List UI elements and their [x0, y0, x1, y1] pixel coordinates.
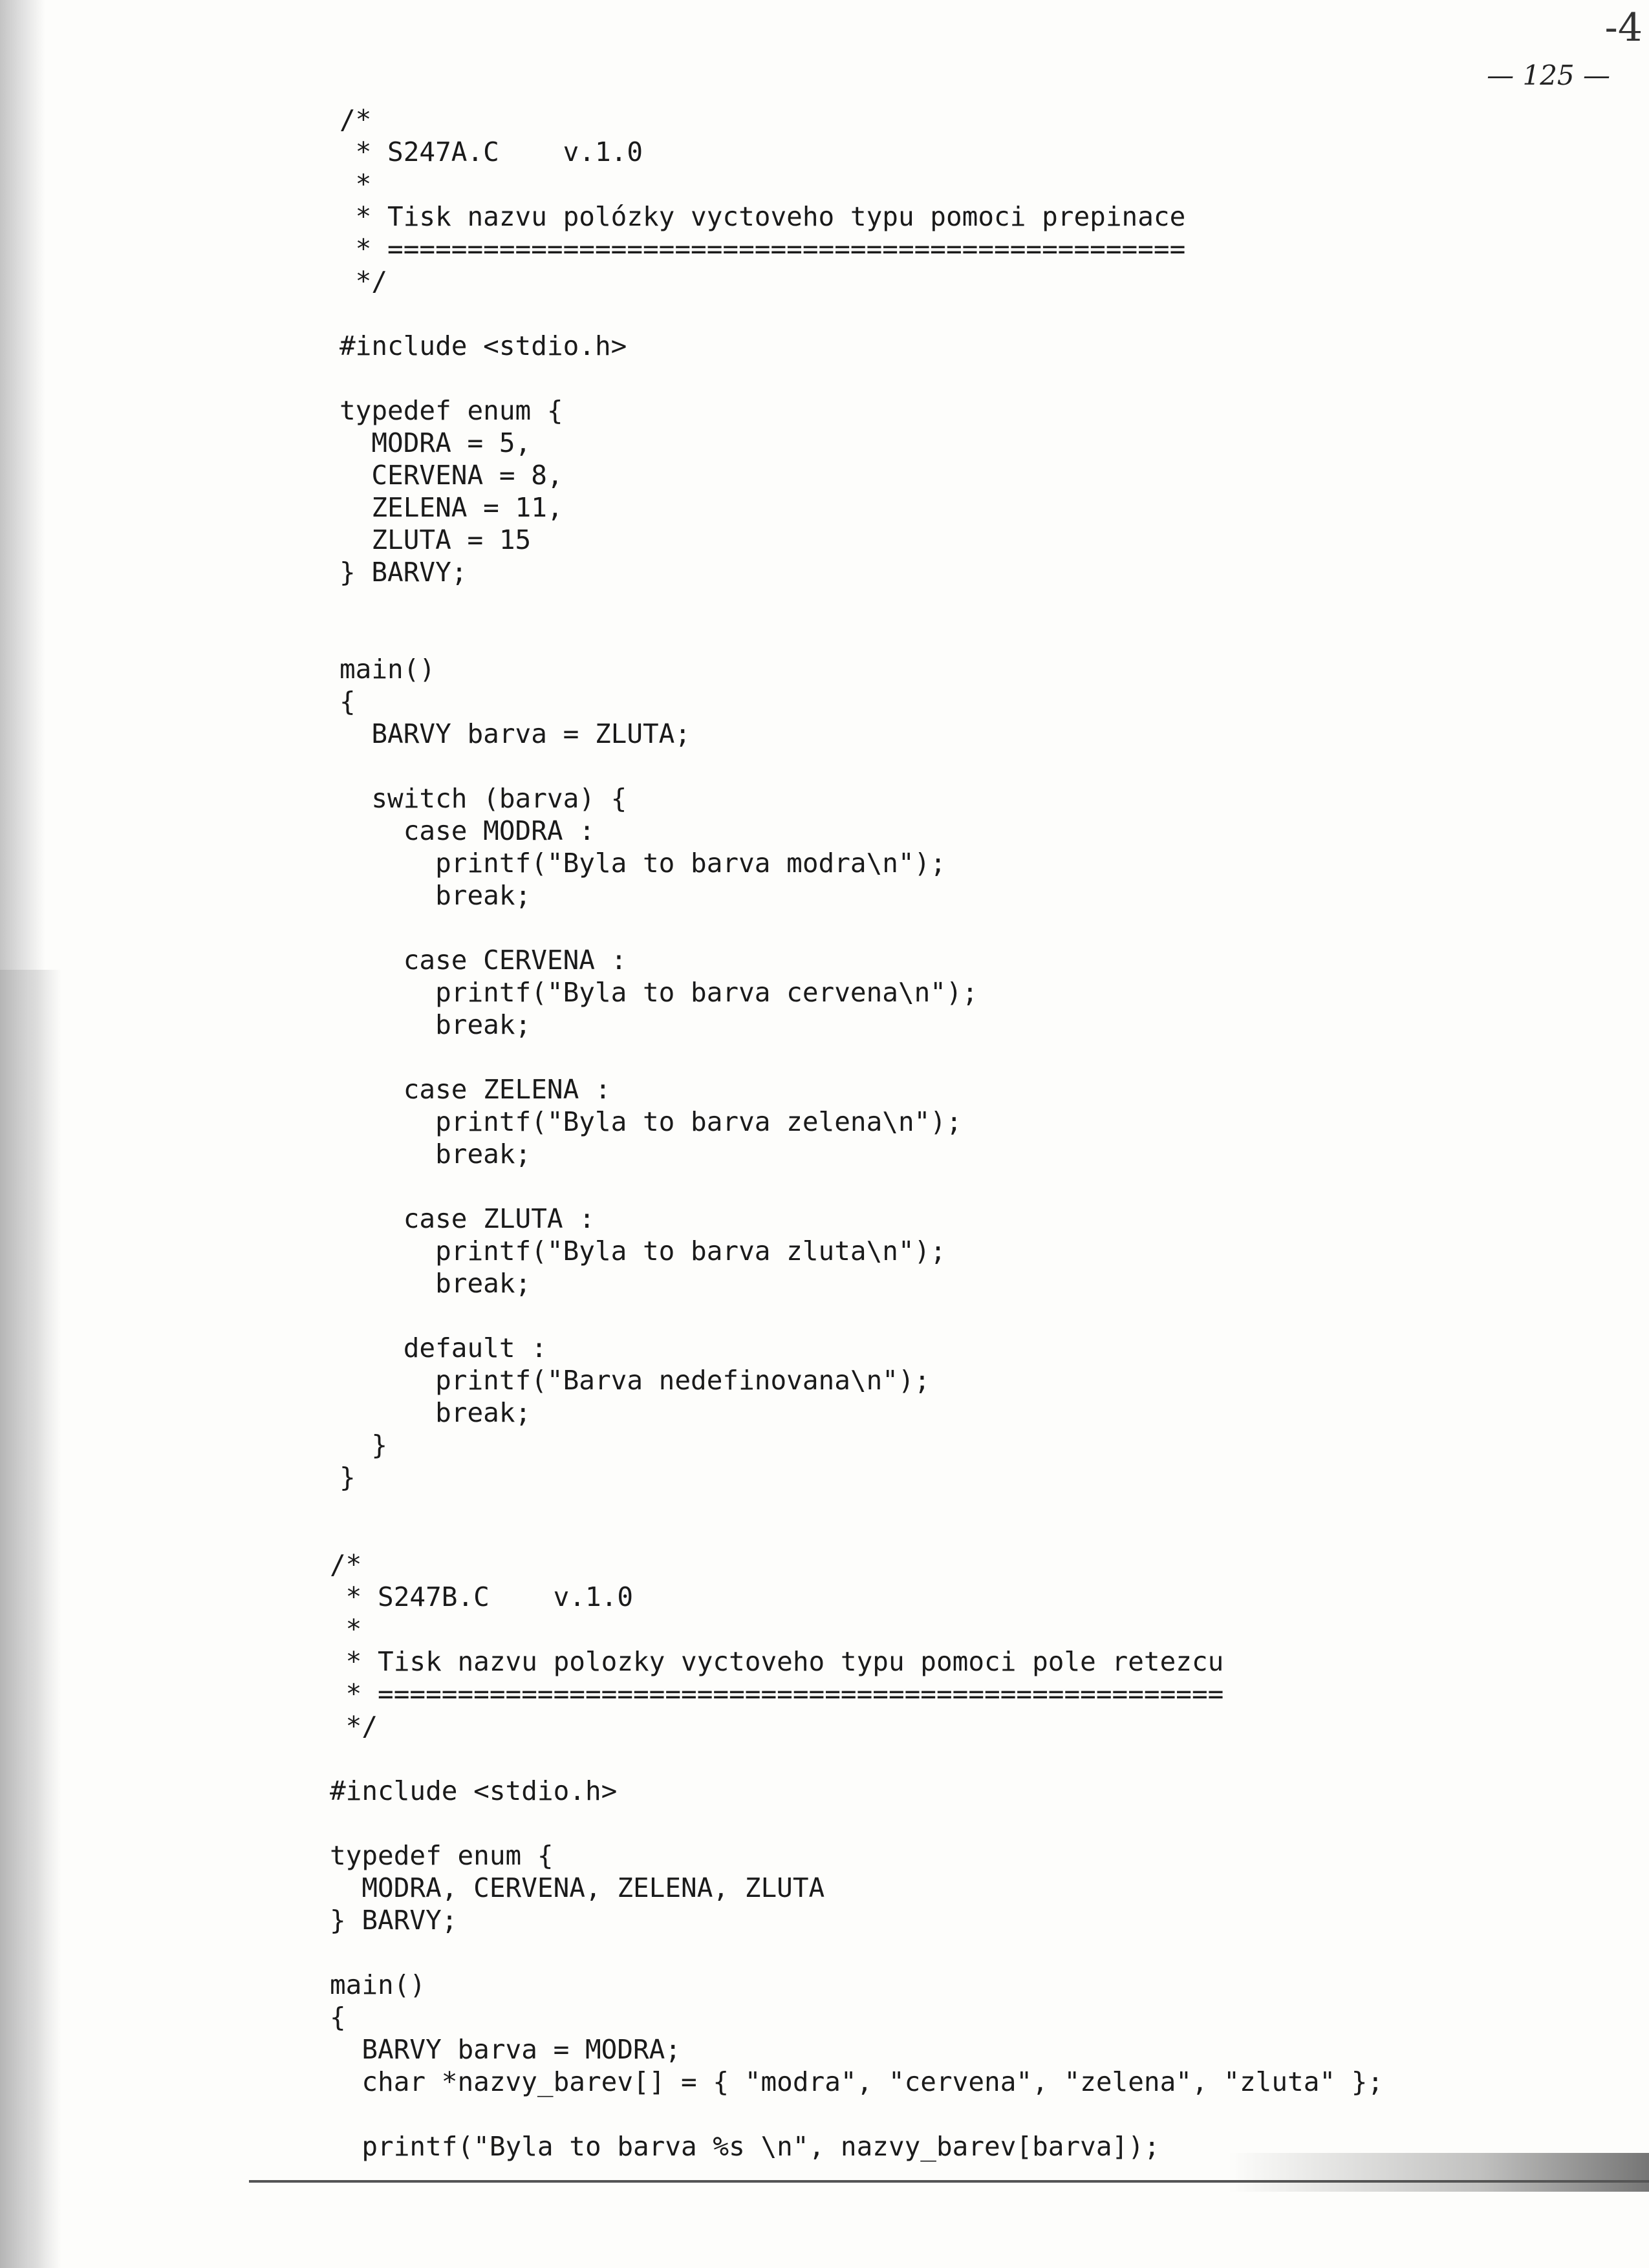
code-line: } [339, 1429, 388, 1460]
code-listing-s247a [339, 103, 1185, 1493]
code-line [339, 362, 1185, 394]
code-line: ZLUTA = 15 [339, 524, 532, 555]
code-line: #include <stdio.h> [339, 330, 627, 361]
code-line: case CERVENA : [339, 945, 627, 976]
code-line: case ZLUTA : [339, 1203, 595, 1234]
code-line: * Tisk nazvu polozky vyctoveho typu pomoci pole retezcu [330, 1646, 1224, 1677]
code-line: } BARVY; [339, 557, 468, 588]
code-line: main() [339, 654, 436, 685]
code-line: BARVY barva = ZLUTA; [339, 718, 691, 749]
code-line: /* [330, 1549, 362, 1580]
code-line: */ [339, 266, 388, 297]
code-line: main() [330, 1969, 426, 2000]
code-line: break; [339, 1397, 532, 1428]
code-line: { [330, 2002, 346, 2033]
code-line: typedef enum { [330, 1840, 554, 1871]
code-line: case MODRA : [339, 815, 595, 846]
code-line: printf("Byla to barva cervena\n"); [339, 977, 978, 1008]
code-line [330, 1936, 1383, 1969]
code-line: /* [339, 104, 372, 135]
scan-shadow-left-lower [0, 970, 61, 2268]
code-line: break; [339, 1268, 532, 1299]
code-line [339, 297, 1185, 330]
code-line: * S247B.C v.1.0 [330, 1581, 633, 1612]
code-line: * ===================================================== [330, 1678, 1224, 1709]
code-line [330, 1742, 1383, 1775]
code-line: * ================================================== [339, 233, 1186, 264]
code-line [339, 1300, 1185, 1332]
code-line [330, 2098, 1383, 2130]
code-line: BARVY barva = MODRA; [330, 2034, 682, 2065]
code-line: break; [339, 880, 532, 911]
code-line: printf("Byla to barva zluta\n"); [339, 1236, 946, 1267]
code-line: printf("Barva nedefinovana\n"); [339, 1365, 931, 1396]
code-line: MODRA = 5, [339, 427, 532, 458]
code-line: } BARVY; [330, 1905, 458, 1936]
corner-mark: -4 [1604, 5, 1643, 50]
code-line [339, 1170, 1185, 1203]
code-line: { [339, 686, 356, 717]
code-line [339, 588, 1185, 621]
code-line: break; [339, 1139, 532, 1170]
page-number: — 125 — [1487, 59, 1610, 91]
code-line: printf("Byla to barva zelena\n"); [339, 1106, 962, 1137]
scan-shadow-bottom [1229, 2153, 1649, 2192]
code-listing-s247b [330, 1548, 1383, 2163]
code-line: typedef enum { [339, 395, 563, 426]
code-line: case ZELENA : [339, 1074, 611, 1105]
code-line [339, 750, 1185, 782]
code-line [339, 1041, 1185, 1073]
code-line: printf("Byla to barva modra\n"); [339, 848, 946, 879]
code-line: * [339, 169, 372, 200]
page-bottom-rule [249, 2180, 1649, 2183]
code-line: ZELENA = 11, [339, 492, 563, 523]
code-line: printf("Byla to barva %s \n", nazvy_barev[barva]); [330, 2131, 1160, 2162]
code-line: * Tisk nazvu polózky vyctoveho typu pomoci prepinace [339, 201, 1186, 232]
code-line: CERVENA = 8, [339, 460, 563, 491]
code-line: switch (barva) { [339, 783, 627, 814]
code-line: break; [339, 1009, 532, 1040]
code-line: * [330, 1614, 362, 1645]
code-line: * S247A.C v.1.0 [339, 136, 643, 167]
code-line: default : [339, 1332, 547, 1364]
code-line: } [339, 1462, 356, 1493]
code-line [330, 1807, 1383, 1839]
code-line [339, 912, 1185, 944]
code-line: #include <stdio.h> [330, 1775, 618, 1806]
code-line: */ [330, 1711, 378, 1742]
code-line [339, 621, 1185, 653]
code-line: MODRA, CERVENA, ZELENA, ZLUTA [330, 1872, 825, 1903]
code-line: char *nazvy_barev[] = { "modra", "cervena", "zelena", "zluta" }; [330, 2066, 1384, 2097]
